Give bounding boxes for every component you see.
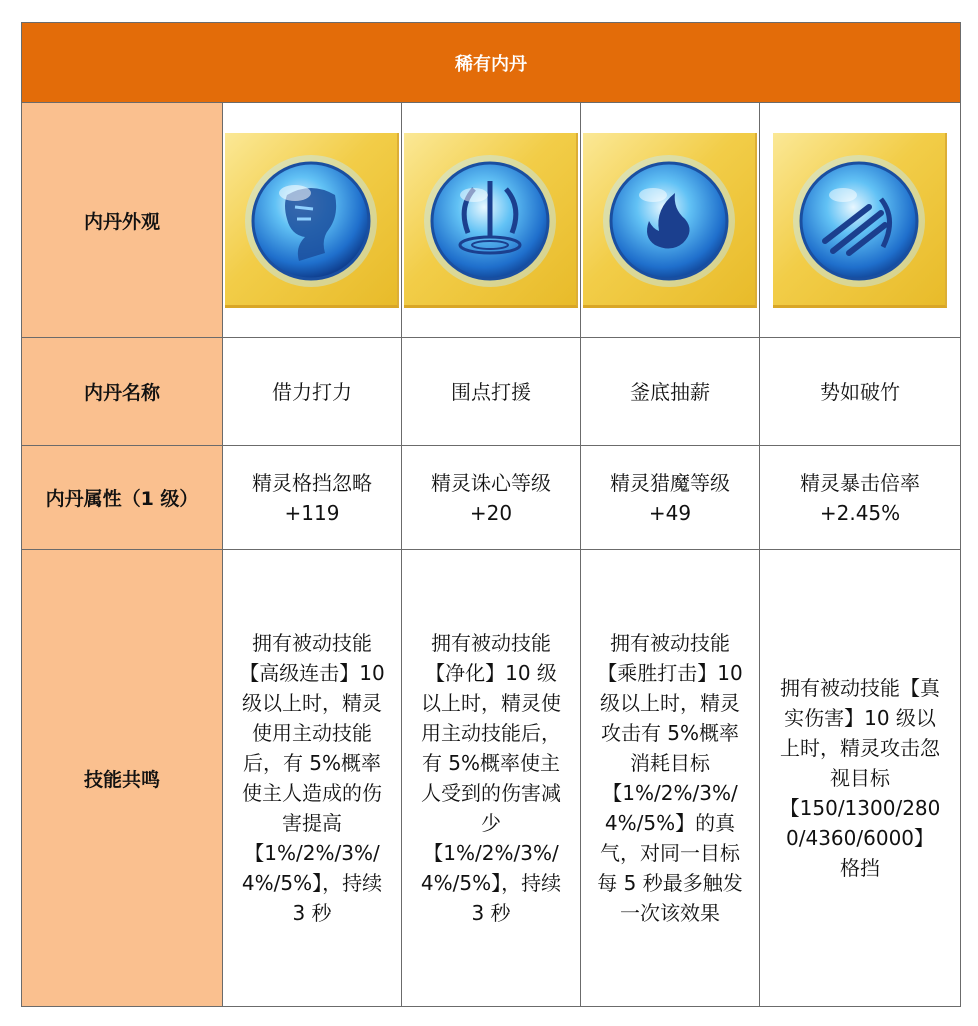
skill-line: 0/4360/6000】 xyxy=(786,826,935,850)
skill-line: 拥有被动技能【真 xyxy=(780,676,941,700)
mask-orb-icon xyxy=(225,133,399,308)
skill-line: 用主动技能后， xyxy=(421,721,561,745)
attribute-row xyxy=(22,446,961,550)
skill-line: 【净化】10 级 xyxy=(425,661,557,685)
skill-line: 级以上时，精灵 xyxy=(600,691,740,715)
appearance-cell-2 xyxy=(402,103,581,338)
attribute-cell-1 xyxy=(223,446,402,550)
row-header-name: 内丹名称 xyxy=(22,338,223,446)
skill-line: 上时，精灵攻击忽 xyxy=(780,736,941,760)
appearance-row xyxy=(22,103,961,338)
skill-line: 消耗目标 xyxy=(630,751,710,775)
attribute-stat: 精灵诛心等级 xyxy=(431,470,551,495)
skill-line: 使主人造成的伤 xyxy=(242,781,382,805)
attribute-value: +49 xyxy=(648,500,692,525)
resonance-cell-2 xyxy=(402,550,581,1007)
attribute-value: +2.45% xyxy=(819,500,901,525)
skill-line: 拥有被动技能 xyxy=(610,631,730,655)
skill-line: 以上时，精灵使 xyxy=(421,691,561,715)
rare-core-table xyxy=(21,22,961,1007)
name-row xyxy=(22,338,961,446)
skill-line: 每 5 秒最多触发 xyxy=(597,871,743,895)
skill-line: 攻击有 5%概率 xyxy=(600,721,740,745)
skill-line: 少 xyxy=(481,811,501,835)
row-header-resonance: 技能共鸣 xyxy=(22,550,223,1007)
skill-line: 【150/1300/280 xyxy=(779,796,941,820)
slash-orb-icon xyxy=(773,133,947,308)
skill-line: 一次该效果 xyxy=(620,901,720,925)
attribute-value: +20 xyxy=(469,500,513,525)
resonance-cell-4 xyxy=(760,550,961,1007)
skill-line: 【高级连击】10 xyxy=(239,661,385,685)
skill-line: 【1%/2%/3%/ xyxy=(244,841,380,865)
skill-line: 3 秒 xyxy=(292,901,332,925)
skill-line: 气，对同一目标 xyxy=(600,841,740,865)
flame-orb-icon xyxy=(583,133,757,308)
skill-line: 拥有被动技能 xyxy=(252,631,372,655)
skill-line: 级以上时，精灵 xyxy=(242,691,382,715)
row-header-appearance: 内丹外观 xyxy=(22,103,223,338)
purify-orb-icon xyxy=(404,133,578,308)
skill-line: 拥有被动技能 xyxy=(431,631,551,655)
attribute-value: +119 xyxy=(284,500,340,525)
skill-line: 4%/5%】，持续 xyxy=(420,871,562,895)
skill-line: 人受到的伤害减 xyxy=(421,781,561,805)
skill-line: 4%/5%】的真 xyxy=(604,811,736,835)
name-cell-1: 借力打力 xyxy=(223,338,402,446)
attribute-cell-4 xyxy=(760,446,961,550)
skill-line: 后，有 5%概率 xyxy=(242,751,382,775)
skill-line: 【乘胜打击】10 xyxy=(597,661,743,685)
resonance-row xyxy=(22,550,961,1007)
resonance-cell-3 xyxy=(581,550,760,1007)
skill-line: 害提高 xyxy=(282,811,342,835)
row-header-attribute: 内丹属性（1 级） xyxy=(22,446,223,550)
appearance-cell-3 xyxy=(581,103,760,338)
name-cell-4: 势如破竹 xyxy=(760,338,961,446)
attribute-stat: 精灵格挡忽略 xyxy=(252,470,372,495)
skill-line: 有 5%概率使主 xyxy=(421,751,561,775)
resonance-cell-1 xyxy=(223,550,402,1007)
skill-line: 实伤害】10 级以 xyxy=(784,706,936,730)
attribute-cell-3 xyxy=(581,446,760,550)
attribute-cell-2 xyxy=(402,446,581,550)
table-title: 稀有内丹 xyxy=(22,23,961,103)
skill-line: 使用主动技能 xyxy=(252,721,372,745)
skill-line: 4%/5%】，持续 xyxy=(241,871,383,895)
skill-line: 【1%/2%/3%/ xyxy=(602,781,738,805)
attribute-stat: 精灵暴击倍率 xyxy=(800,470,921,495)
attribute-stat: 精灵猎魔等级 xyxy=(610,470,730,495)
appearance-cell-1 xyxy=(223,103,402,338)
skill-line: 视目标 xyxy=(830,766,891,790)
skill-line: 3 秒 xyxy=(471,901,511,925)
name-cell-3: 釜底抽薪 xyxy=(581,338,760,446)
appearance-cell-4 xyxy=(760,103,961,338)
skill-line: 【1%/2%/3%/ xyxy=(423,841,559,865)
name-cell-2: 围点打援 xyxy=(402,338,581,446)
skill-line: 格挡 xyxy=(840,856,881,880)
